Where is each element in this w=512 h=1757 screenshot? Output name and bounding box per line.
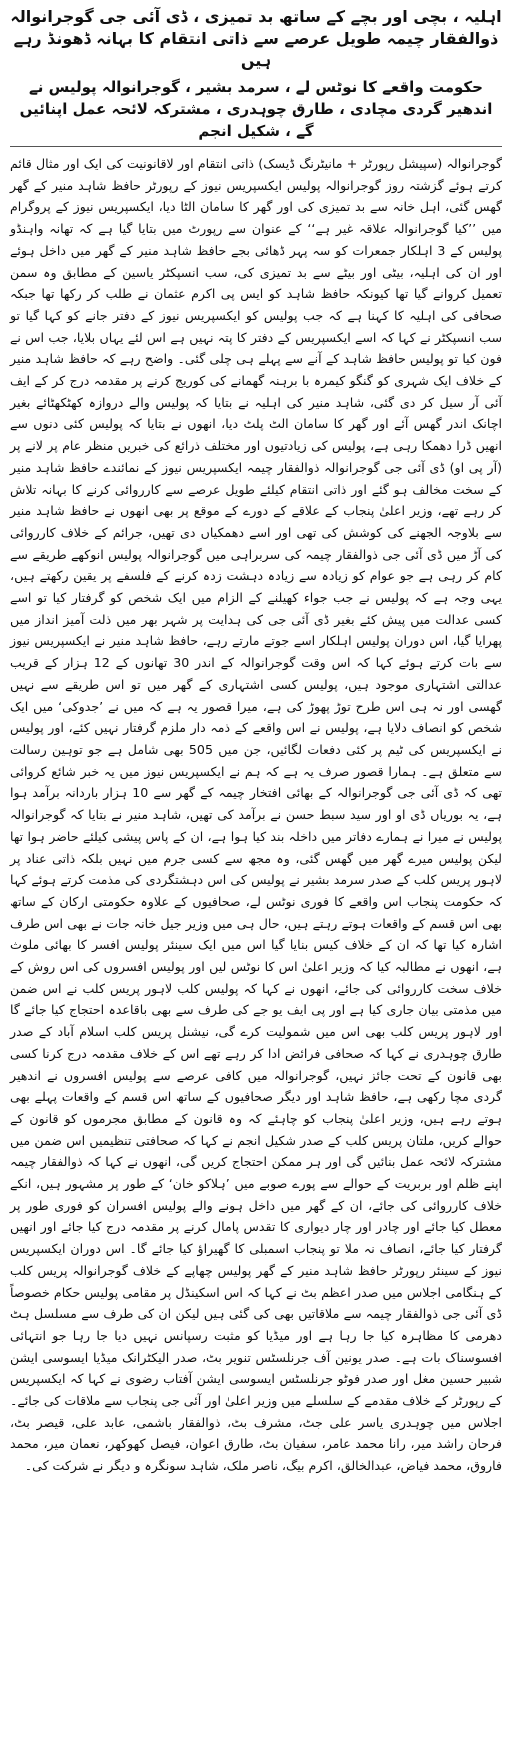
article-body-text: گوجرانوالہ (سپیشل رپورٹر + مانیٹرنگ ڈیسک) ذاتی انتقام اور لاقانونیت کی ایک اور مثال قائم کرتے ہوئے گزشتہ روز گوجرانوالہ پولیس ایکسپریس نیوز کے رپورٹر حافظ شاہد منیر کے گھر گھس گئی، اہل خانہ سے بد تمیزی کی اور گھر کا سامان الٹا دیا، ایکسپریس نیوز کے پروگرام میں ’’کیا گوجرانوالہ علاقہ غیر ہے‘‘ کے عنوان سے رپورٹ میں بتایا گیا ہے کہ تھانہ واہنڈو پولیس کے 3 اہلکار جمعرات کو سہ پہر ڈھائی بجے حافظ شاہد منیر کے گھر میں داخل ہوئے اور ان کی اہلیہ، بیٹی اور بیٹے سے بد تمیزی کی، سب انسپکٹر یاسین کے مطابق وہ سمن تعمیل کروانے گیا تھا کیونکہ حافظ شاہد کو ایس پی اکرم عثمان نے طلب کر رکھا تھا جبکہ صحافی کی اہلیہ کا کہنا ہے کہ جب پولیس کو ایکسپریس نیوز کے دفتر جانے کو کہا گیا تو سب انسپکٹر نے کہا کہ اسے ایکسپریس کے دفتر کا پتہ نہیں ہے اس لئے یہاں بلایا، جب اس نے فون کیا تو پولیس حافظ شاہد کے آنے سے پہلے ہی چلی گئی۔ واضح رہے کہ حافظ شاہد منیر کے خلاف ایک شہری کو گنگو کیمرہ با برہنہ گھمانے کی کوریج کرنے پر مقدمہ درج کر کے ایف آئی آر سیل کر دی گئی، شاہد منیر کی اہلیہ نے بتایا کہ پولیس والے دروازہ کھٹکھٹائے بغیر اچانک اندر گھس آئے اور گھر کا سامان الٹ پلٹ دیا، انھوں نے بتایا کہ پولیس کئی دنوں سے انھیں ڈرا دھمکا رہی ہے، پولیس کی زیادتیوں اور مختلف ذرائع کی خبریں منظر عام پر لانے پر (آر پی او) ڈی آئی جی گوجرانوالہ ذوالفقار چیمہ ایکسپریس نیوز کے نمائندے حافظ شاہد منیر کے سخت مخالف ہو گئے اور ذاتی انتقام کیلئے طویل عرصے سے کارروائی کرنے کا بہانہ تلاش کر رہے تھے، وزیر اعلیٰ پنجاب کے علاقے کے دورے کے موقع پر بھی انھوں نے حافظ شاہد منیر سے بلاوجہ الجھنے کی کوشش کی تھی اور اسے دھمکیاں دی تھیں، جرائم کے خلاف کارروائی کی آڑ میں ڈی آئی جی ذوالفقار چیمہ کی سربراہی میں گوجرانوالہ پولیس انوکھے طریقے سے کام کر رہی ہے جو عوام کو زیادہ سے زیادہ دہشت زدہ کرنے کے فلسفے پر یقین رکھتے ہیں، یہی وجہ ہے کہ پولیس نے جب جواء کھیلنے کے الزام میں ایک شخص کو گرفتار کیا تو اسے کسی عدالت میں پیش کئے بغیر ڈی آئی جی کی ہدایت پر شہر بھر میں ذلت آمیز انداز میں پھرایا گیا، اس دوران پولیس اہلکار اسے جوتے مارتے رہے، حافظ شاہد منیر نے ایکسپریس نیوز سے بات کرتے ہوئے کہا کہ اس وقت گوجرانوالہ کے اندر 30 تھانوں کے 12 ہزار کے قریب عدالتی اشتہاری موجود ہیں، پولیس کسی اشتہاری کے گھر میں تو اس طریقے سے نہیں گھسی اور نہ ہی اس طرح توڑ پھوڑ کی ہے، میرا قصور یہ ہے کہ میں نے ’جدوکی‘ میں ایک شخص کو انصاف دلایا ہے، پولیس نے اس واقعے کے ذمہ دار ملزم گرفتار نہیں کئے، اور پولیس نے ایکسپریس کی ٹیم پر کئی دفعات لگائیں، جن میں 505 بھی شامل ہے جو توہین رسالت سے متعلق ہے۔ ہمارا قصور صرف یہ ہے کہ ہم نے ایکسپریس نیوز میں یہ خبر شائع کروائی تھی کہ ڈی آئی جی گوجرانوالہ کے بھائی افتخار چیمہ کے گھر سے 10 ہزار باردانہ برآمد ہوا ہے، یہ بوریاں ڈی او اور سید سبط حسن نے برآمد کی تھیں، شاہد منیر نے بتایا کہ گوجرانوالہ پولیس نے میرا نے ہمارے دفاتر میں داخلہ بند کیا ہوا ہے، ان کے پاس پیشی کیلئے حاضر ہوا تھا لیکن پولیس میرے گھر میں گھس گئی، وہ مجھ سے کسی جرم میں نہیں بلکہ ذاتی عناد پر لاہور پریس کلب کے صدر سرمد بشیر نے پولیس کی اس دہشتگردی کی مذمت کرتے ہوئے کہا کہ حکومت پنجاب اس واقعے کا فوری نوٹس لے، صحافیوں کے علاوہ حکومتی ارکان کے ساتھ بھی اس قسم کے واقعات ہوتے رہتے ہیں، حال ہی میں وزیر جیل خانہ جات نے بھی اس طرف اشارہ کیا تھا کہ ان کے خلاف کیس بنایا گیا اس میں ایک سینئر پولیس افسر کا بھائی ملوث ہے، انھوں نے مطالبہ کیا کہ وزیر اعلیٰ اس کا نوٹس لیں اور پولیس افسروں کی اس روش کے خلاف سخت کارروائی کی جائے، انھوں نے کہا کہ پولیس کلب لاہور پریس کلب نے اس ضمن میں مذمتی بیان جاری کیا ہے اور پی ایف یو جے کی طرف سے بھی باقاعدہ احتجاج کیا جائے گا اور لاہور پریس کلب بھی اس میں شمولیت کرے گی، نیشنل پریس کلب اسلام آباد کے صدر طارق چوہدری نے کہا کہ صحافی فرائض ادا کر رہے تھے اس کے خلاف مقدمہ درج کرنا کسی بھی قانون کے تحت جائز نہیں، گوجرانوالہ میں کافی عرصے سے پولیس افسروں نے اندھیر گردی مچا رکھی ہے، حافظ شاہد اور دیگر صحافیوں کے ساتھ اس قسم کے واقعات پہلے بھی ہوتے رہے ہیں، وزیر اعلیٰ پنجاب کو چاہئے کہ وہ قانون کے مطابق مجرموں کو قانون کے حوالے کریں، ملتان پریس کلب کے صدر شکیل انجم نے کہا کہ صحافتی تنظیمیں اس ضمن میں مشترکہ لائحہ عمل بنائیں گی اور ہر ممکن احتجاج کریں گی، انھوں نے کہا کہ ذوالفقار چیمہ اپنے ظلم اور بربریت کے حوالے سے پورے صوبے میں ’ہلاکو خان‘ کے طور پر مشہور ہیں، انکے خلاف کارروائی کی جائے، ان کے گھر میں داخل ہونے والے پولیس افسران کو فوری طور پر معطل کیا جائے اور چادر اور چار دیواری کا تقدس پامال کرنے پر مقدمہ درج کیا جائے اور انھیں گرفتار کیا جائے، انصاف نہ ملا تو پنجاب اسمبلی کا گھیراؤ کیا جائے گا۔ اس دوران ایکسپریس نیوز کے سینئر رپورٹر حافظ شاہد منیر کے گھر پولیس چھاپے کے خلاف گوجرانوالہ پریس کلب کے ہنگامی اجلاس میں صدر اعظم بٹ نے کہا کہ اس اسکینڈل پر مقامی پولیس حکام خصوصاً ڈی آئی جی ذوالفقار چیمہ سے ملاقاتیں بھی کی گئی ہیں لیکن ان کی طرف سے مسلسل ہٹ دھرمی کا مظاہرہ کیا جا رہا ہے اور میڈیا کو مثبت رسپانس نہیں دیا جا رہا جو انتہائی افسوسناک بات ہے۔ صدر یونین آف جرنلسٹس تنویر بٹ، صدر الیکٹرانک میڈیا ایسوسی ایشن شبیر حسین مغل اور صدر فوٹو جرنلسٹس ایسوسی ایشن آفتاب رضوی نے کہا کہ ایکسپریس کے رپورٹر کے خلاف مقدمے کے سلسلے میں وزیر اعلیٰ اور آئی جی پنجاب سے ملاقات کی جائے۔ اجلاس میں چوہدری یاسر علی جٹ، مشرف بٹ، ذوالفقار باشمی، عابد علی، قیصر بٹ، فرحان راشد میر، رانا محمد عامر، سفیان بٹ، طارق اعوان، فیصل کھوکھر، نعمان میر، محمد فاروق، محمد فیاض، عبدالخالق، اکرم بیگ، ناصر ملک، شاہد سونگرہ و دیگر نے شرکت کی۔	[10, 156, 503, 1474]
article-body	[10, 153, 502, 1477]
divider	[10, 146, 502, 147]
article-subhead: حکومت واقعے کا نوٹس لے ، سرمد بشیر ، گوجرانوالہ پولیس نے اندھیر گردی مچادی ، طارق چوہدری ، مشترکہ لائحہ عمل اپنائیں گے ، شکیل انجم	[19, 78, 493, 140]
article-headline: اہلیہ ، بچی اور بچے کے ساتھ بد تمیزی ، ڈی آئی جی گوجرانوالہ ذوالفقار چیمہ طویل عرصے سے ذاتی انتقام کا بہانہ ڈھونڈ رہے ہیں	[10, 7, 502, 70]
